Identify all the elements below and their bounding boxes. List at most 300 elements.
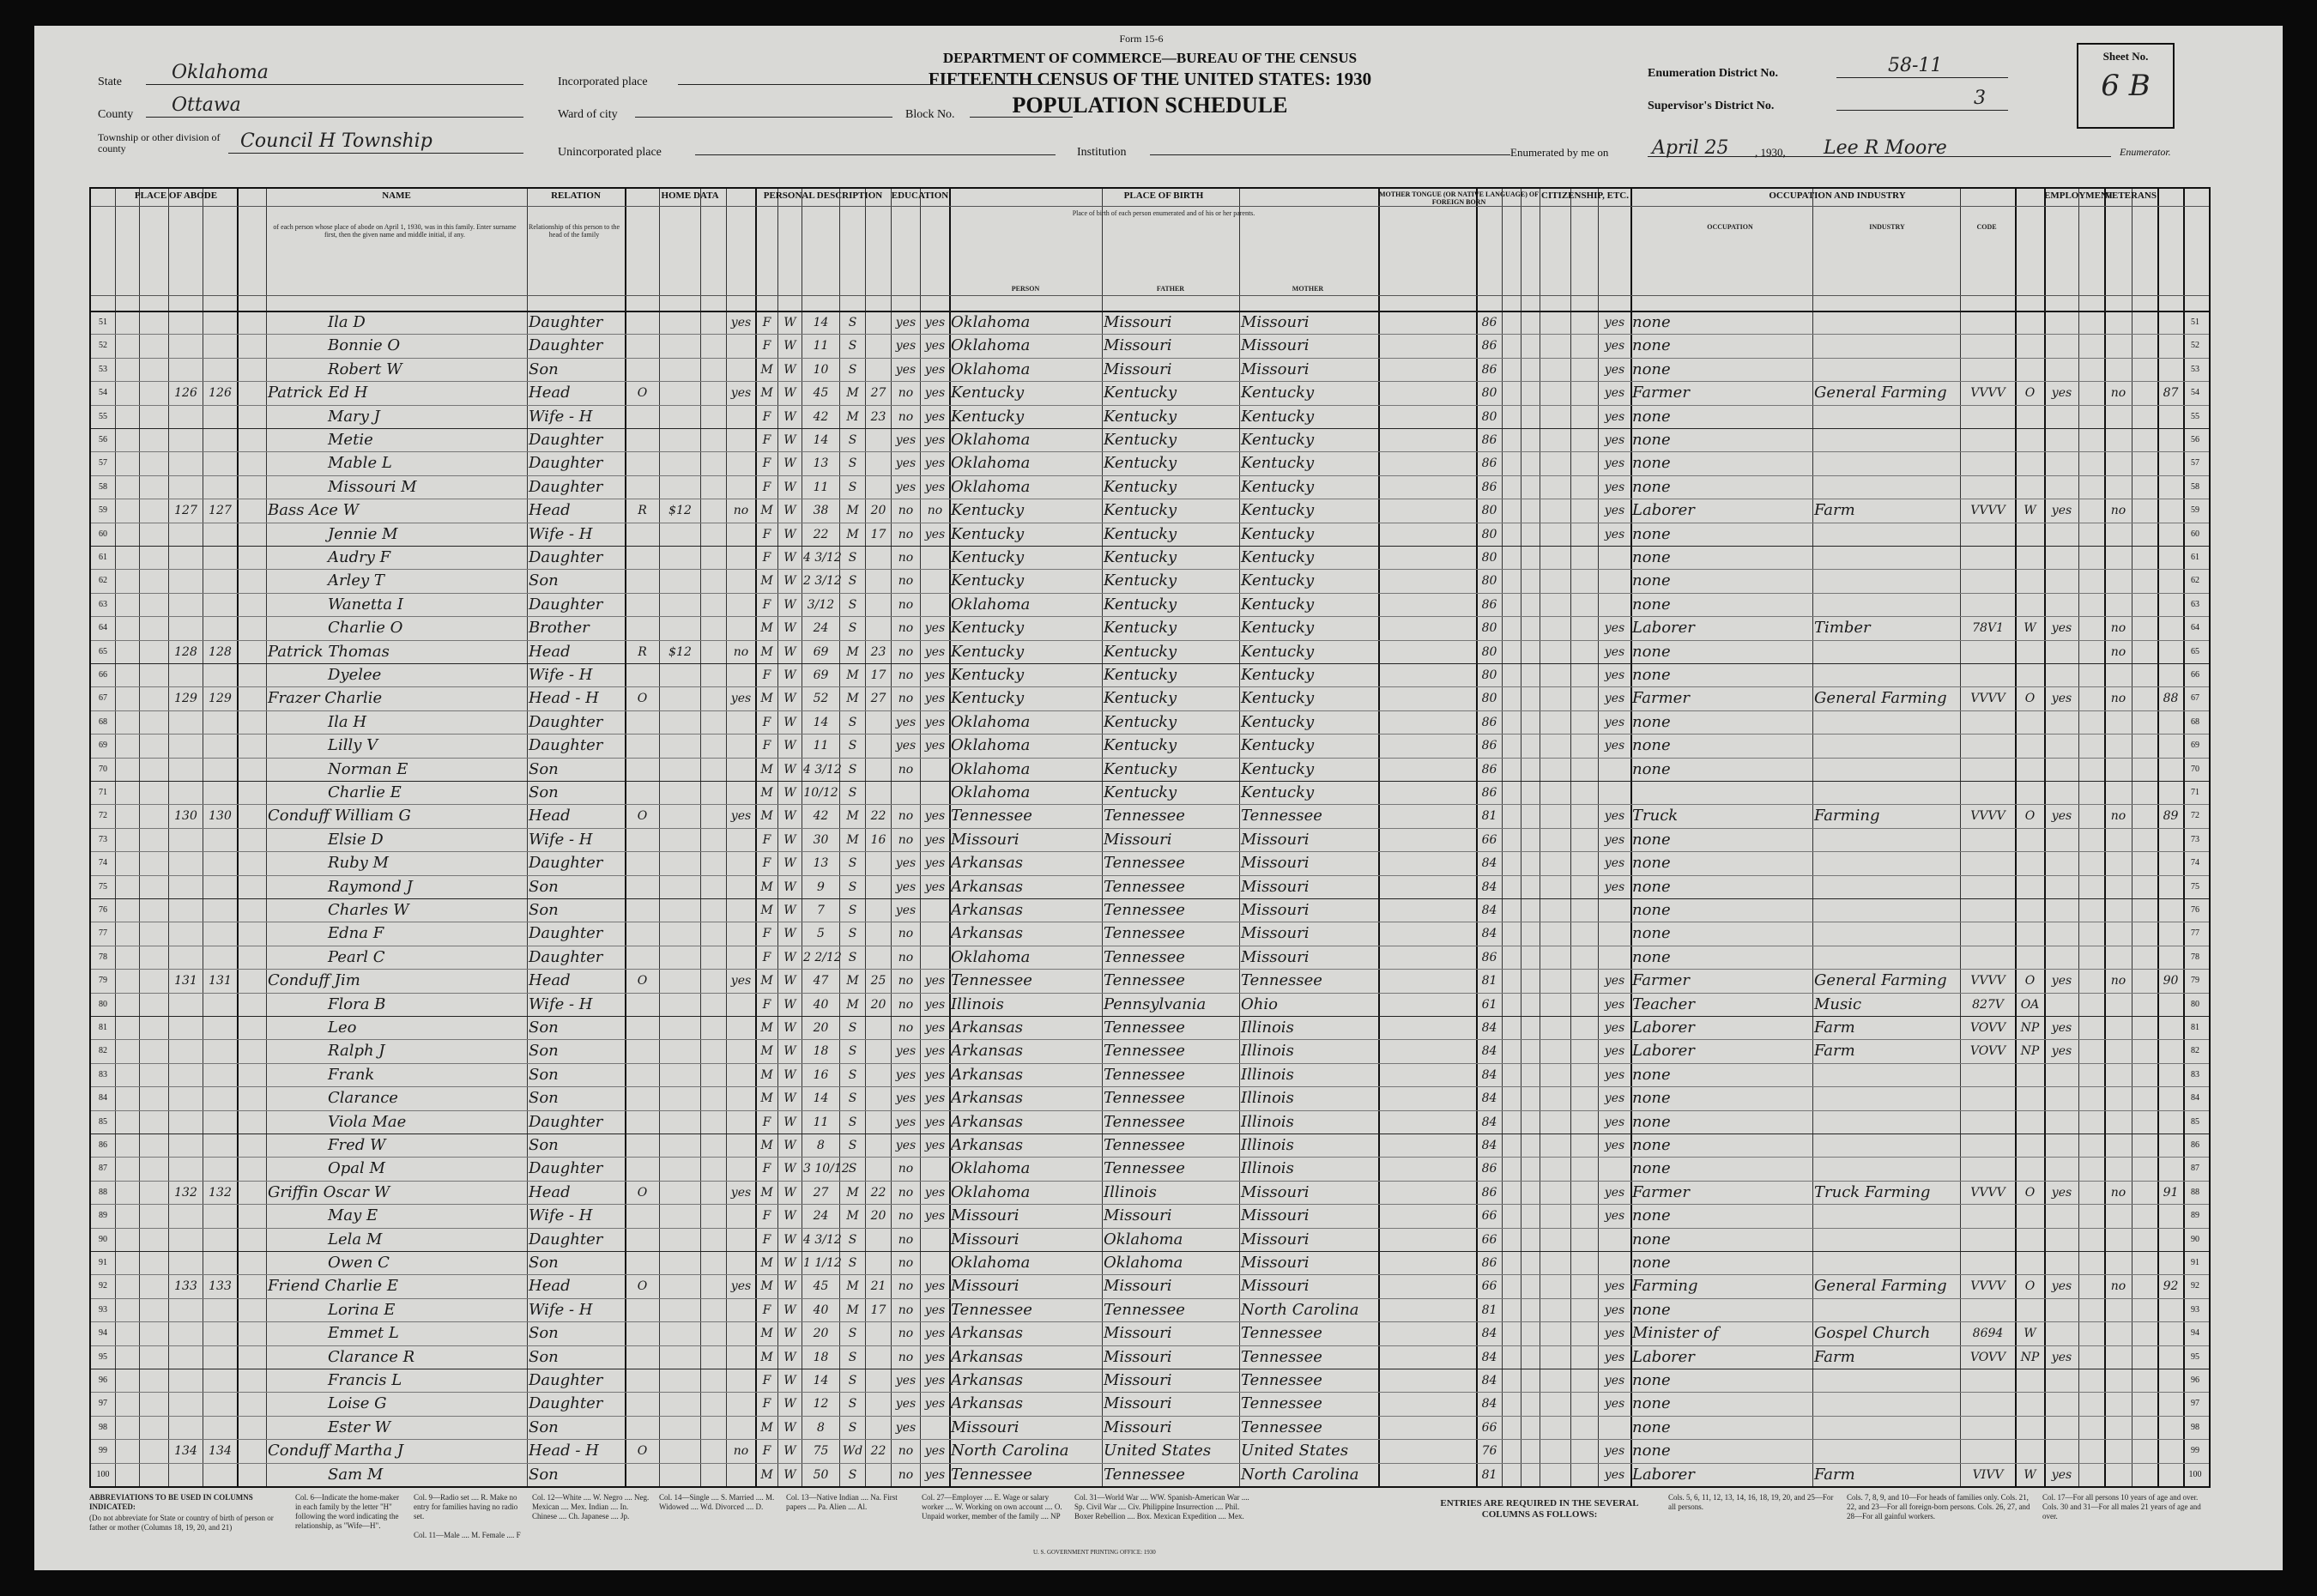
cell-name: Charlie E — [328, 783, 402, 801]
cell-race: W — [783, 1444, 796, 1459]
cell-mar: S — [848, 433, 857, 447]
row-number: 78 — [2191, 952, 2199, 962]
cell-name: Ester W — [328, 1418, 391, 1436]
table-row — [91, 1274, 2209, 1298]
cell-ocode: 8694 — [1972, 1327, 2004, 1341]
cell-vet: no — [2110, 974, 2126, 988]
cell-farm: no — [733, 644, 749, 659]
row-number: 73 — [2191, 834, 2199, 844]
cell-eng: yes — [1604, 480, 1625, 494]
cell-cw: O — [2024, 1185, 2036, 1200]
cell-school: no — [898, 1350, 914, 1364]
person-col-head: PERSON — [1011, 285, 1040, 293]
cell-read: yes — [924, 974, 946, 988]
row-number: 80 — [99, 999, 107, 1009]
row-number: 61 — [2191, 553, 2199, 562]
industry-col-head: INDUSTRY — [1869, 223, 1905, 231]
table-row — [91, 993, 2209, 1017]
cell-name: Frank — [328, 1065, 375, 1084]
cell-age: 18 — [813, 1044, 829, 1059]
cell-sex: M — [760, 1021, 773, 1035]
cell-mar: S — [848, 574, 857, 589]
cell-name: Charlie O — [328, 619, 403, 638]
row-number: 65 — [99, 646, 107, 656]
cell-fpob: Missouri — [1104, 1418, 1172, 1436]
cell-rel: Wife - H — [529, 994, 593, 1013]
cell-age: 10 — [813, 362, 829, 377]
cell-race: W — [783, 1067, 796, 1082]
cell-race: W — [783, 1021, 796, 1035]
cell-cw: O — [2024, 692, 2036, 706]
cell-mar: M — [846, 1279, 859, 1294]
row-number: 69 — [2191, 741, 2199, 751]
row-number: 57 — [99, 458, 107, 469]
cell-sex: M — [760, 762, 773, 777]
cell-code: 86 — [1481, 1185, 1497, 1200]
cell-fpob: Missouri — [1104, 1371, 1172, 1389]
cell-mar: S — [848, 856, 857, 871]
cell-age: 7 — [817, 904, 825, 917]
cell-mpob: Kentucky — [1241, 712, 1315, 731]
row-number: 90 — [99, 1234, 107, 1244]
sheet-box — [2077, 43, 2175, 129]
cell-name: Francis L — [328, 1371, 402, 1389]
cell-emp: yes — [2051, 1021, 2072, 1035]
group-tongue: MOTHER TONGUE (OR NATIVE LANGUAGE) OF FOREIGN BORN — [1378, 190, 1539, 206]
cell-sex: F — [762, 997, 771, 1012]
row-number: 82 — [99, 1046, 107, 1056]
cell-race: W — [783, 339, 796, 354]
cell-pob: Oklahoma — [951, 1159, 1031, 1178]
cell-pob: Kentucky — [951, 548, 1025, 566]
cell-eng: yes — [1604, 974, 1625, 988]
cell-agem: 17 — [870, 668, 886, 682]
cell-mpob: Missouri — [1241, 830, 1310, 849]
cell-agem: 25 — [870, 974, 886, 988]
cell-pob: Arkansas — [951, 1371, 1024, 1389]
cell-mar: S — [848, 551, 857, 565]
cell-race: W — [783, 1420, 796, 1435]
cell-code: 81 — [1481, 1467, 1497, 1482]
cell-eng: yes — [1604, 409, 1625, 424]
cell-read: yes — [924, 1397, 946, 1412]
state-value: Oklahoma — [172, 62, 269, 83]
cell-pob: Kentucky — [951, 642, 1025, 661]
cell-read: yes — [924, 715, 946, 729]
cell-emp: yes — [2051, 386, 2072, 401]
schedule-title: POPULATION SCHEDULE — [1012, 93, 1288, 118]
table-row — [91, 922, 2209, 946]
cell-occ: none — [1632, 1065, 1671, 1084]
cell-sex: M — [760, 692, 773, 706]
cell-read: yes — [924, 1279, 946, 1294]
cell-sex: F — [762, 856, 771, 871]
cell-name: Charles W — [328, 901, 409, 919]
cell-fam: 127 — [209, 504, 232, 518]
cell-name: Lela M — [328, 1230, 383, 1248]
cell-mar: S — [848, 1374, 857, 1387]
row-number: 95 — [99, 1351, 107, 1362]
cell-occ: none — [1632, 877, 1671, 896]
cell-ocode: VVVV — [1970, 1279, 2005, 1294]
cell-code: 80 — [1481, 504, 1497, 518]
cell-mpob: United States — [1241, 1442, 1349, 1460]
cell-eng: yes — [1604, 1044, 1625, 1059]
table-row — [91, 898, 2209, 922]
cell-mar: S — [848, 456, 857, 471]
cell-occ: none — [1632, 1371, 1671, 1389]
row-number: 96 — [2191, 1375, 2199, 1385]
cell-mpob: Missouri — [1241, 1277, 1310, 1296]
cell-fpob: Tennessee — [1104, 947, 1185, 966]
cell-rel: Son — [529, 1089, 559, 1108]
cell-name: Clarance — [328, 1089, 398, 1108]
cell-read: yes — [924, 409, 946, 424]
cell-name: Flora B — [328, 994, 386, 1013]
cell-code: 80 — [1481, 668, 1497, 682]
cell-age: 4 3/12 — [803, 762, 842, 777]
cell-ocode: VVVV — [1970, 974, 2005, 988]
cell-pob: North Carolina — [951, 1442, 1069, 1460]
cell-rel: Daughter — [529, 712, 603, 731]
cell-age: 13 — [813, 456, 829, 471]
cell-code: 66 — [1481, 1209, 1497, 1224]
cell-race: W — [783, 316, 796, 329]
cell-fpob: Pennsylvania — [1104, 994, 1207, 1013]
cell-occ: none — [1632, 924, 1671, 943]
cell-ocode: VOVV — [1969, 1044, 2006, 1059]
cell-rel: Wife - H — [529, 666, 593, 684]
cell-read: yes — [924, 316, 946, 329]
cell-emp: yes — [2051, 504, 2072, 518]
row-number: 84 — [2191, 1093, 2199, 1103]
table-row — [91, 734, 2209, 758]
cell-race: W — [783, 904, 796, 917]
cell-school: yes — [895, 856, 917, 871]
cell-pob: Arkansas — [951, 1324, 1024, 1343]
group-relation: RELATION — [551, 190, 601, 201]
cell-mpob: Kentucky — [1241, 759, 1315, 778]
cell-race: W — [783, 856, 796, 871]
cell-pob: Arkansas — [951, 1042, 1024, 1061]
cell-sex: F — [762, 1374, 771, 1387]
cell-fpob: Illinois — [1104, 1182, 1157, 1201]
table-row — [91, 781, 2209, 805]
cell-race: W — [783, 480, 796, 494]
row-number: 65 — [2191, 646, 2199, 656]
cell-eng: yes — [1604, 386, 1625, 401]
cell-eng: yes — [1604, 1397, 1625, 1412]
table-row — [91, 1204, 2209, 1228]
table-row — [91, 1134, 2209, 1158]
cell-code: 86 — [1481, 339, 1497, 354]
cell-rel: Head - H — [529, 1442, 599, 1460]
cell-mpob: Kentucky — [1241, 407, 1315, 426]
cell-ocode: VOVV — [1969, 1021, 2006, 1035]
cell-pob: Oklahoma — [951, 313, 1031, 331]
cell-eng: yes — [1604, 692, 1625, 706]
row-number: 67 — [99, 693, 107, 704]
cell-occ: none — [1632, 524, 1671, 543]
population-table — [89, 187, 2211, 1488]
cell-eng: yes — [1604, 1444, 1625, 1459]
cell-agem: 22 — [870, 1185, 886, 1200]
cell-age: 30 — [813, 832, 829, 847]
cell-eng: yes — [1604, 1091, 1625, 1106]
row-number: 89 — [99, 1211, 107, 1221]
cell-rel: Wife - H — [529, 407, 593, 426]
cell-ind: Truck Farming — [1814, 1182, 1931, 1201]
cell-age: 42 — [813, 409, 829, 424]
row-number: 59 — [2191, 505, 2199, 516]
cell-occ: Farmer — [1632, 384, 1690, 402]
row-number: 52 — [2191, 341, 2199, 351]
cell-rel: Daughter — [529, 947, 603, 966]
table-row — [91, 1063, 2209, 1087]
cell-mpob: Kentucky — [1241, 595, 1315, 614]
row-number: 92 — [2191, 1281, 2199, 1291]
cell-school: no — [898, 1209, 914, 1224]
cell-occ: none — [1632, 1418, 1671, 1436]
occupation-col-head: OCCUPATION — [1707, 223, 1753, 231]
cell-name: Conduff Martha J — [268, 1442, 404, 1460]
cell-mpob: Illinois — [1241, 1159, 1294, 1178]
cell-race: W — [783, 950, 796, 964]
cell-agem: 17 — [870, 1303, 886, 1317]
cell-school: no — [898, 997, 914, 1012]
row-number: 63 — [99, 599, 107, 609]
cell-mar: S — [848, 1139, 857, 1152]
row-number: 56 — [2191, 435, 2199, 444]
cell-pob: Kentucky — [951, 384, 1025, 402]
cell-agem: 23 — [870, 409, 886, 424]
cell-sex: M — [760, 1279, 773, 1294]
table-row — [91, 1039, 2209, 1063]
cell-cw: O — [2024, 974, 2036, 988]
mother-col-head: MOTHER — [1292, 285, 1324, 293]
cell-school: yes — [895, 904, 917, 917]
cell-age: 24 — [813, 621, 829, 636]
row-number: 88 — [99, 1187, 107, 1197]
county-value: Ottawa — [172, 94, 241, 116]
cell-school: yes — [895, 1091, 917, 1106]
enumerated-year: , 1930, — [1755, 146, 1786, 159]
cell-mpob: Ohio — [1241, 994, 1278, 1013]
cell-sex: F — [762, 1209, 771, 1224]
cell-read: yes — [924, 386, 946, 401]
cell-sex: F — [762, 1232, 771, 1247]
institution-line — [1150, 134, 1510, 155]
cell-occ: Minister of — [1632, 1324, 1719, 1343]
cell-code: 86 — [1481, 739, 1497, 753]
cell-rel: Son — [529, 1019, 559, 1037]
cell-rel: Daughter — [529, 1230, 603, 1248]
cell-read: yes — [924, 692, 946, 706]
table-row — [91, 311, 2209, 335]
cell-mpob: Tennessee — [1241, 971, 1322, 990]
cell-occ: none — [1632, 407, 1671, 426]
cell-pob: Kentucky — [951, 407, 1025, 426]
cell-school: no — [898, 1279, 914, 1294]
cell-read: yes — [924, 644, 946, 659]
cell-mar: M — [846, 809, 859, 824]
cell-pob: Missouri — [951, 830, 1019, 849]
row-number: 81 — [2191, 1023, 2199, 1032]
cell-ocode: 78V1 — [1972, 621, 2004, 636]
enum-district-value: 58-11 — [1888, 55, 1943, 76]
cell-mar: S — [848, 1091, 857, 1106]
cell-mpob: Missouri — [1241, 901, 1310, 919]
row-number: 97 — [2191, 1399, 2199, 1409]
header-rule — [91, 206, 2209, 207]
cell-school: no — [898, 1021, 914, 1035]
cell-race: W — [783, 739, 796, 753]
cell-occ: none — [1632, 1442, 1671, 1460]
cell-sex: M — [760, 1185, 773, 1200]
cell-code: 84 — [1481, 1327, 1497, 1341]
cell-pob: Missouri — [951, 1206, 1019, 1225]
cell-mpob: Missouri — [1241, 947, 1310, 966]
cell-age: 52 — [813, 692, 829, 706]
cell-tenure: R — [638, 644, 647, 659]
row-number: 93 — [2191, 1304, 2199, 1315]
cell-cw: OA — [2020, 997, 2040, 1012]
cell-dw: 126 — [174, 386, 197, 401]
cell-age: 11 — [813, 1115, 829, 1129]
cell-emp: yes — [2051, 621, 2072, 636]
cell-sex: F — [762, 409, 771, 424]
cell-read: yes — [924, 997, 946, 1012]
cell-eng: yes — [1604, 644, 1625, 659]
cell-fpob: Tennessee — [1104, 854, 1185, 873]
cell-mar: S — [848, 621, 857, 636]
cell-code: 86 — [1481, 950, 1497, 964]
cell-fpob: Kentucky — [1104, 595, 1177, 614]
cell-fpob: Missouri — [1104, 336, 1172, 355]
cell-dw: 131 — [174, 974, 197, 988]
cell-farmsch: 90 — [2163, 974, 2179, 988]
cell-dw: 132 — [174, 1185, 197, 1200]
cell-agem: 22 — [870, 1444, 886, 1459]
cell-ind: Timber — [1814, 619, 1871, 638]
cell-fpob: Tennessee — [1104, 1089, 1185, 1108]
cell-name: Bonnie O — [328, 336, 401, 355]
group-name: NAME — [382, 190, 411, 201]
cell-fpob: Kentucky — [1104, 407, 1177, 426]
cell-pob: Tennessee — [951, 807, 1032, 825]
cell-occ: none — [1632, 1394, 1671, 1413]
cell-mpob: Tennessee — [1241, 1324, 1322, 1343]
cell-vet: no — [2110, 644, 2126, 659]
county-label: County — [98, 108, 134, 121]
cell-occ: Farmer — [1632, 1182, 1690, 1201]
group-citizenship: CITIZENSHIP, ETC. — [1541, 190, 1629, 201]
cell-sex: M — [760, 809, 773, 824]
cell-rel: Son — [529, 783, 559, 801]
row-number: 62 — [2191, 576, 2199, 586]
cell-sex: M — [760, 574, 773, 589]
cell-mpob: Kentucky — [1241, 783, 1315, 801]
cell-farm: no — [733, 504, 749, 518]
cell-pob: Tennessee — [951, 971, 1032, 990]
row-number: 74 — [99, 858, 107, 868]
cell-name: Lilly V — [328, 736, 378, 755]
cell-name: Leo — [328, 1019, 357, 1037]
cell-name: Griffin Oscar W — [268, 1182, 390, 1201]
cell-age: 20 — [813, 1021, 829, 1035]
table-row — [91, 804, 2209, 828]
cell-vet: no — [2110, 1185, 2126, 1200]
cell-pob: Arkansas — [951, 1394, 1024, 1413]
cell-name: Loise G — [328, 1394, 387, 1413]
group-abode: PLACE OF ABODE — [134, 190, 218, 201]
cell-rel: Head — [529, 1277, 571, 1296]
cell-occ: none — [1632, 431, 1671, 449]
cell-rel: Head — [529, 807, 571, 825]
row-number: 62 — [99, 576, 107, 586]
cell-school: yes — [895, 1374, 917, 1387]
footer-col14: Col. 14—Single .... S. Married .... M. Widowed .... Wd. Divorced .... D. — [659, 1493, 775, 1511]
cell-eng: yes — [1604, 1115, 1625, 1129]
cell-eng: yes — [1604, 456, 1625, 471]
cell-pob: Arkansas — [951, 854, 1024, 873]
cell-name: Sam M — [328, 1465, 384, 1484]
cell-rel: Daughter — [529, 313, 603, 331]
cell-school: yes — [895, 715, 917, 729]
cell-read: yes — [924, 856, 946, 871]
cell-code: 81 — [1481, 974, 1497, 988]
cell-name: Edna F — [328, 924, 384, 943]
cell-mpob: Tennessee — [1241, 1371, 1322, 1389]
row-number: 83 — [99, 1069, 107, 1079]
cell-age: 40 — [813, 997, 829, 1012]
cell-mpob: Missouri — [1241, 336, 1310, 355]
table-row — [91, 758, 2209, 782]
row-number: 80 — [2191, 999, 2199, 1009]
table-row — [91, 1016, 2209, 1040]
cell-farmsch: 91 — [2163, 1185, 2179, 1200]
cell-code: 86 — [1481, 456, 1497, 471]
cell-ocode: VVVV — [1970, 809, 2005, 824]
cell-name: Viola Mae — [328, 1112, 407, 1131]
cell-occ: none — [1632, 830, 1671, 849]
row-number: 57 — [2191, 458, 2199, 469]
cell-eng: yes — [1604, 1021, 1625, 1035]
cell-code: 61 — [1481, 997, 1497, 1012]
cell-pob: Oklahoma — [951, 736, 1031, 755]
cell-race: W — [783, 762, 796, 777]
row-number: 67 — [2191, 693, 2199, 704]
cell-ocode: VVVV — [1970, 692, 2005, 706]
cell-name: Frazer Charlie — [268, 689, 383, 708]
row-number: 79 — [2191, 976, 2199, 986]
cell-name: Ila D — [328, 313, 366, 331]
cell-cw: W — [2024, 1327, 2036, 1341]
cell-rel: Daughter — [529, 477, 603, 496]
cell-read: yes — [924, 527, 946, 541]
cell-sex: M — [760, 786, 773, 800]
cell-pob: Oklahoma — [951, 1254, 1031, 1272]
cell-read: yes — [924, 1467, 946, 1482]
cell-eng: yes — [1604, 809, 1625, 824]
cell-tenure: O — [637, 1185, 648, 1200]
cell-fpob: Missouri — [1104, 830, 1172, 849]
table-row — [91, 1298, 2209, 1322]
cell-ind: Farm — [1814, 1042, 1855, 1061]
incorporated-line — [678, 63, 1056, 85]
cell-mar: M — [846, 1209, 859, 1224]
cell-eng: yes — [1604, 1279, 1625, 1294]
